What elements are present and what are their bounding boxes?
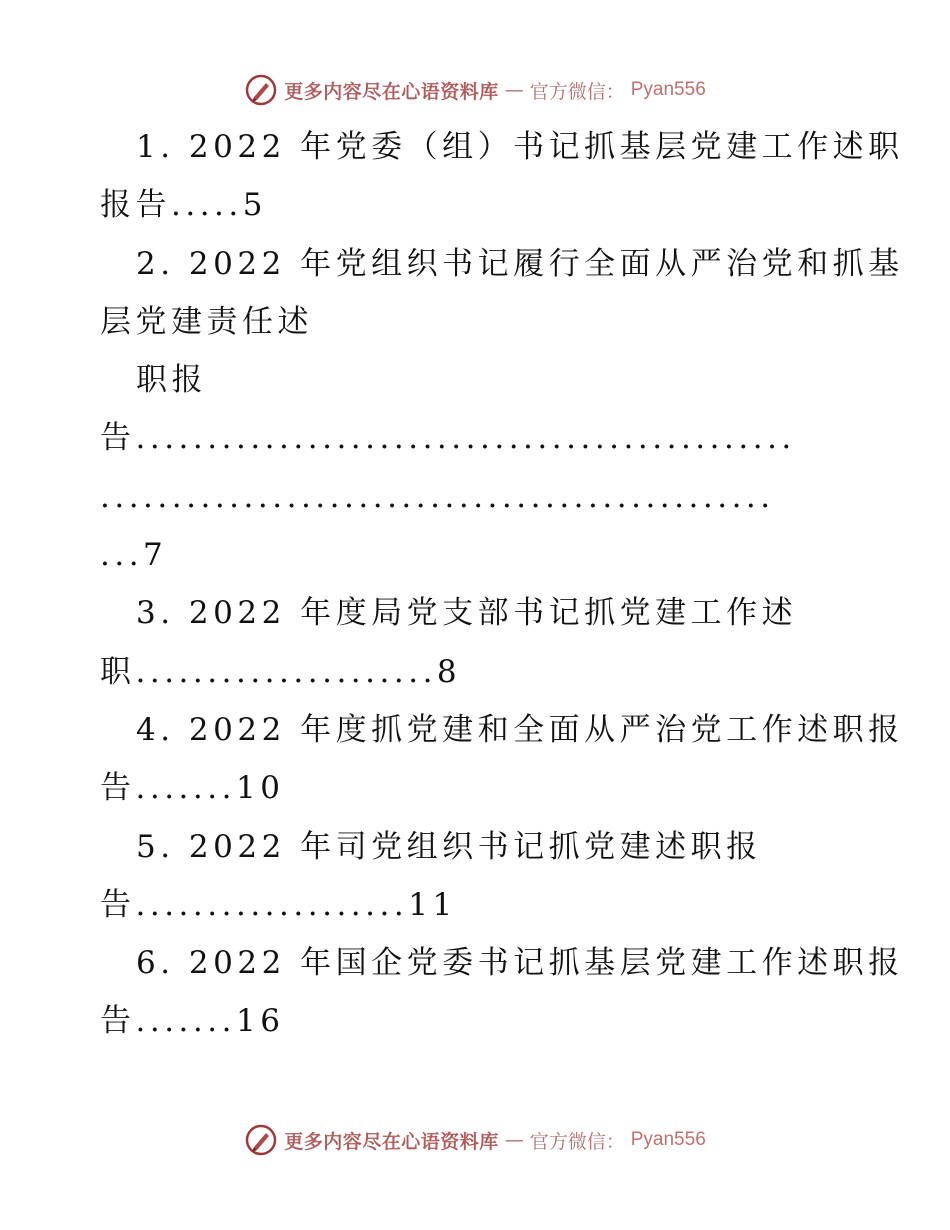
brand-banner: [244, 1123, 706, 1157]
brand-dash: —: [504, 1129, 524, 1151]
toc-line: 告...................11: [100, 886, 457, 923]
wechat-label: 官方微信：: [529, 1130, 625, 1153]
wechat-id: Pyan556: [630, 1129, 706, 1150]
toc-line: 职报: [136, 362, 207, 399]
brand-banner: [244, 73, 706, 107]
header-watermark: [0, 70, 950, 110]
brand-dash: —: [504, 79, 524, 101]
toc-line: 2. 2022 年党组织书记履行全面从严治党和抓基: [136, 245, 904, 282]
table-of-contents: [100, 118, 904, 1051]
toc-line: 告.......16: [100, 1003, 285, 1040]
brand-name: 更多内容尽在心语资料库: [284, 80, 499, 103]
toc-line: 4. 2022 年度抓党建和全面从严治党工作述职报: [136, 711, 904, 748]
toc-line: 职.....................8: [100, 653, 462, 690]
footer-watermark: [0, 1120, 950, 1160]
toc-line: 3. 2022 年度局党支部书记抓党建工作述: [136, 595, 798, 632]
wechat-label: 官方微信：: [529, 80, 625, 103]
toc-line: 层党建责任述: [100, 303, 313, 340]
brand-name: 更多内容尽在心语资料库: [284, 1130, 499, 1153]
wechat-id: Pyan556: [630, 79, 706, 100]
toc-line: 1. 2022 年党委（组）书记抓基层党建工作述职: [136, 129, 904, 165]
pen-logo-icon: [244, 1123, 278, 1157]
pen-logo-icon: [244, 73, 278, 107]
toc-line: 告..............................................: [100, 420, 796, 457]
toc-line: ...7: [100, 537, 168, 574]
toc-line: ...............................................: [100, 478, 775, 515]
toc-line: 告.......10: [100, 770, 285, 807]
toc-line: 5. 2022 年司党组织书记抓党建述职报: [136, 828, 762, 865]
toc-line: 报告.....5: [100, 187, 267, 224]
toc-line: 6. 2022 年国企党委书记抓基层党建工作述职报: [136, 945, 904, 982]
